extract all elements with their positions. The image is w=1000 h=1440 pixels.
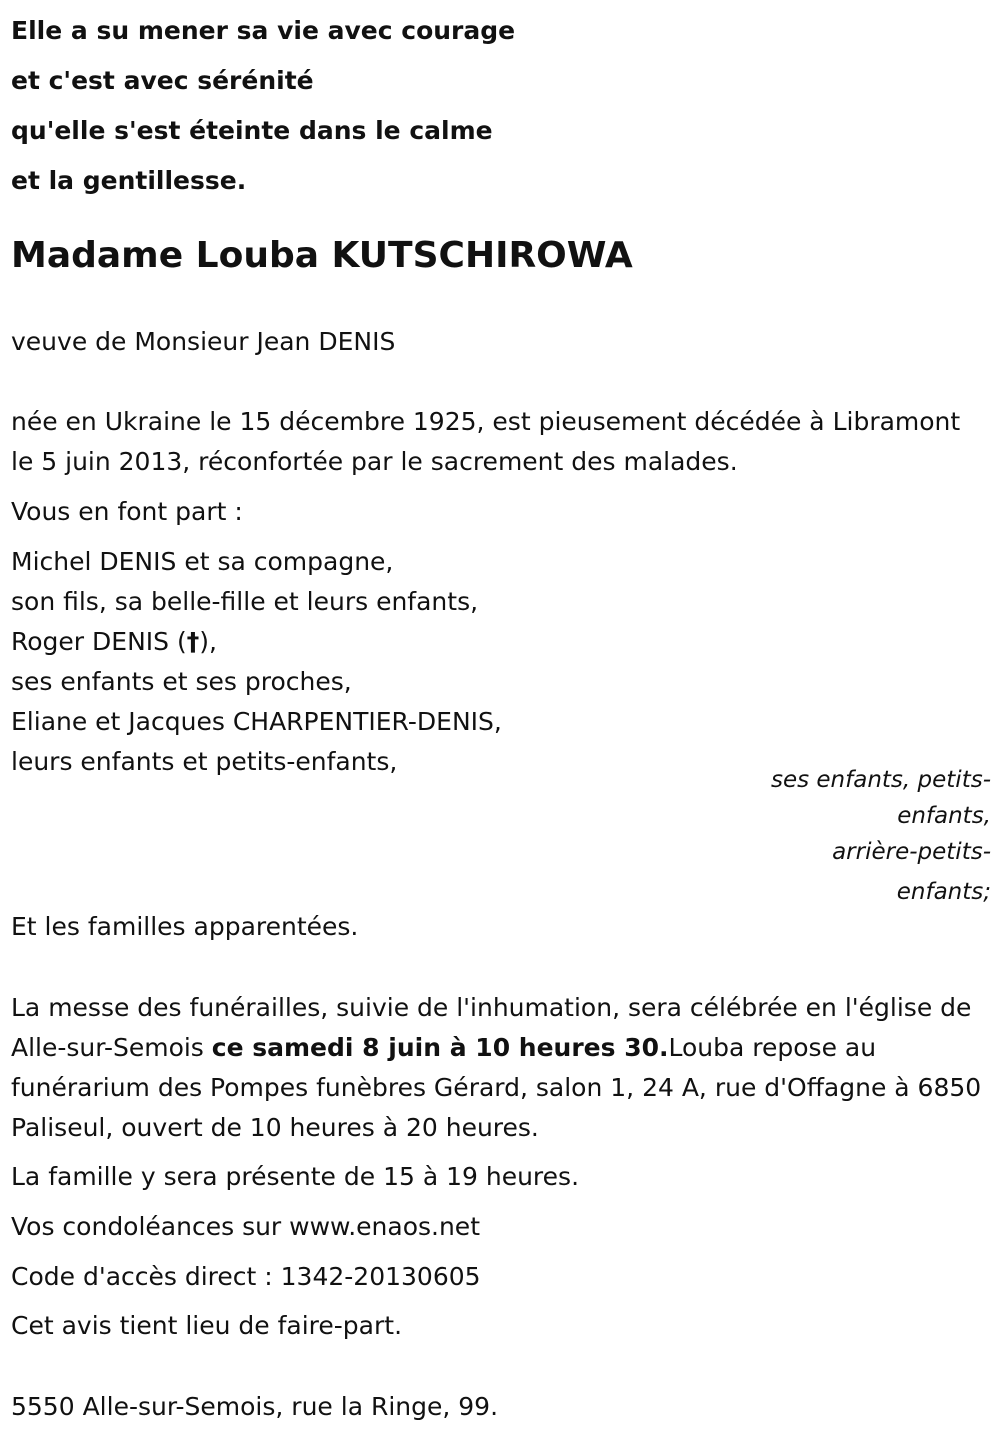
quote-line-3: qu'elle s'est éteinte dans le calme [11,116,493,145]
quote-line-4: et la gentillesse. [11,166,247,195]
condolences-line: Vos condoléances sur www.enaos.net [11,1212,480,1241]
family-line: ses enfants et ses proches, [11,667,352,696]
quote-line-2: et c'est avec sérénité [11,66,314,95]
deceased-name: Madame Louba KUTSCHIROWA [11,235,633,276]
family-line: Eliane et Jacques CHARPENTIER-DENIS, [11,707,502,736]
funeral-date: ce samedi 8 juin à 10 heures 30. [211,1033,669,1062]
notice-line: Cet avis tient lieu de faire-part. [11,1311,403,1340]
birth-death-paragraph: née en Ukraine le 15 décembre 1925, est pieusement décédée à Libramont le 5 juin 2013, réconfortée par le sacrement des malades. [11,407,961,476]
family-line: leurs enfants et petits-enfants, [11,747,398,776]
quote-line-1: Elle a su mener sa vie avec courage [11,16,516,45]
funeral-text: Louba repose au funérarium des Pompes funèbres Gérard, salon 1, 24 A, rue d'Offagne à 6850 Paliseul, ouvert de 10 heures à 20 heures. [11,1033,982,1142]
family-presence: La famille y sera présente de 15 à 19 heures. [11,1162,580,1191]
grandchildren-line: enfants; [896,879,991,905]
access-code-line: Code d'accès direct : 1342-20130605 [11,1262,481,1291]
family-list [11,542,989,782]
address-line: 5550 Alle-sur-Semois, rue la Ringe, 99. [11,1392,499,1421]
family-line-text: ), [199,627,217,656]
related-families: Et les familles apparentées. [11,912,359,941]
family-line [11,622,989,662]
funeral-paragraph [11,988,989,1148]
cross-icon: † [186,627,200,656]
family-line: son fils, sa belle-fille et leurs enfants, [11,587,479,616]
funeral-text: La messe des funérailles, suivie de l'inhumation, sera célébrée en l'église de Alle-sur-Semois [11,993,972,1062]
epitaph-quote [11,6,989,206]
family-line: Michel DENIS et sa compagne, [11,547,394,576]
family-line-text: Roger DENIS ( [11,627,187,656]
announce-intro: Vous en font part : [11,497,243,526]
grandchildren-line: enfants, [897,803,991,829]
grandchildren-line: arrière-petits- [832,839,991,865]
grandchildren-note [731,768,991,920]
widow-of-line: veuve de Monsieur Jean DENIS [11,327,396,356]
grandchildren-line: ses enfants, petits- [770,767,991,793]
